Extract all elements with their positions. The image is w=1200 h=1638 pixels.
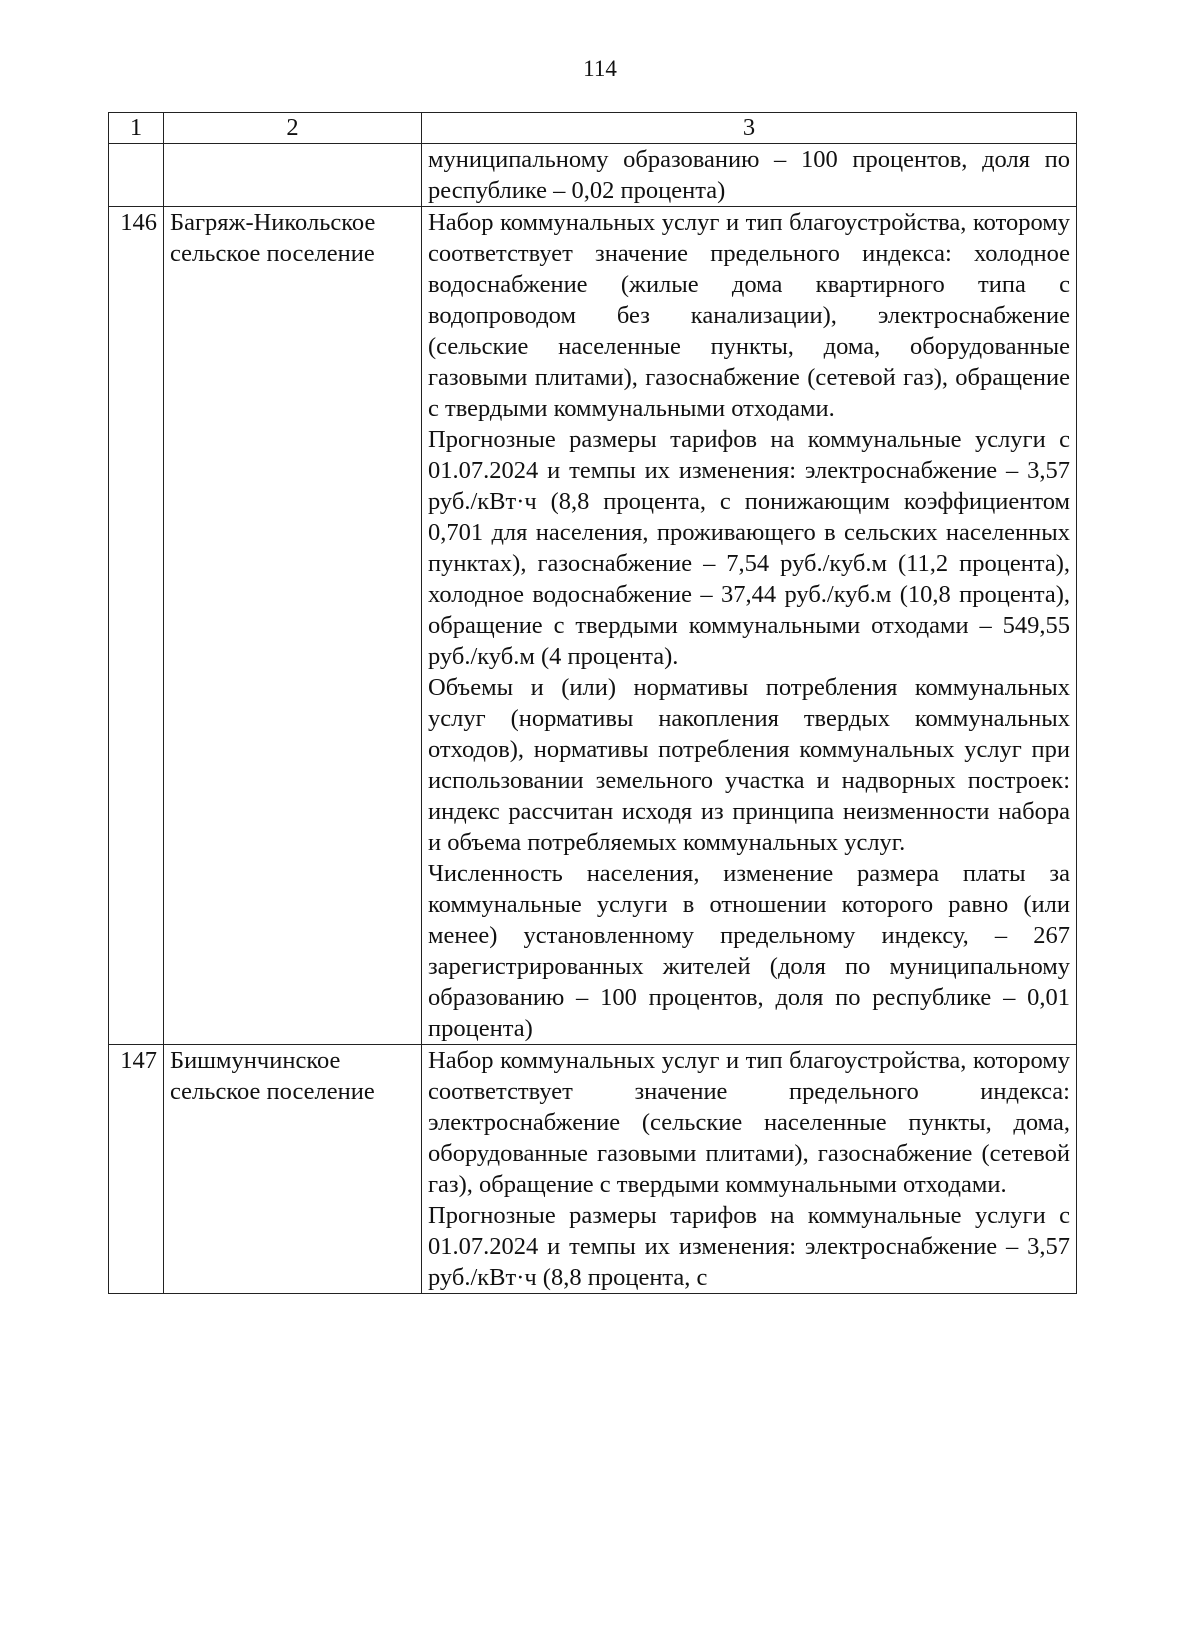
description-cell (422, 144, 1077, 207)
table-header-row (109, 113, 1077, 144)
table-row-continuation (109, 144, 1077, 207)
description-paragraph: Прогнозные размеры тарифов на коммунальные услуги с 01.07.2024 и темпы их изменения: электроснабжение – 3,57 руб./кВт·ч (8,8 процента, с (428, 1202, 1070, 1291)
row-number-cell: 147 (109, 1045, 164, 1294)
description-cell (422, 207, 1077, 1045)
table-row-146 (109, 207, 1077, 1045)
settlement-name-cell (164, 144, 422, 207)
description-paragraph: Набор коммунальных услуг и тип благоустройства, которому соответствует значение предельного индекса: электроснабжение (сельские населенные пункты, дома, оборудованные газовыми плитами), газоснабжение (сетевой газ), обращение с твердыми коммунальными отходами. (428, 1047, 1070, 1198)
settlement-name-cell: Бишмунчинское сельское поселение (164, 1045, 422, 1294)
page-number: 114 (583, 56, 617, 81)
column-header-3: 3 (422, 113, 1077, 144)
column-header-1: 1 (109, 113, 164, 144)
continuation-paragraph: муниципальному образованию – 100 процентов, доля по республике – 0,02 процента) (428, 146, 1070, 204)
row-number-cell: 146 (109, 207, 164, 1045)
column-header-2: 2 (164, 113, 422, 144)
settlement-name-cell: Багряж-Никольское сельское поселение (164, 207, 422, 1045)
description-cell (422, 1045, 1077, 1294)
description-paragraph: Прогнозные размеры тарифов на коммунальные услуги с 01.07.2024 и темпы их изменения: электроснабжение – 3,57 руб./кВт·ч (8,8 процента, с понижающим коэффициентом 0,701 для населения, проживающего в сельских населенных пунктах), газоснабжение – 7,54 руб./куб.м (11,2 процента), холодное водоснабжение – 37,44 руб./куб.м (10,8 процента), обращение с твердыми коммунальными отходами – 549,55 руб./куб.м (4 процента). (428, 426, 1070, 670)
description-paragraph: Набор коммунальных услуг и тип благоустройства, которому соответствует значение предельного индекса: холодное водоснабжение (жилые дома квартирного типа с водопроводом без канализации), электроснабжение (сельские населенные пункты, дома, оборудованные газовыми плитами), газоснабжение (сетевой газ), обращение с твердыми коммунальными отходами. (428, 209, 1070, 422)
row-number-cell (109, 144, 164, 207)
description-paragraph: Объемы и (или) нормативы потребления коммунальных услуг (нормативы накопления твердых коммунальных отходов), нормативы потребления коммунальных услуг при использовании земельного участка и надворных построек: индекс рассчитан исходя из принципа неизменности набора и объема потребляемых коммунальных услуг. (428, 674, 1070, 856)
table-row-147 (109, 1045, 1077, 1294)
tariff-table (108, 112, 1077, 1294)
description-paragraph: Численность населения, изменение размера платы за коммунальные услуги в отношении которого равно (или менее) установленному предельному индексу, – 267 зарегистрированных жителей (доля по муниципальному образованию – 100 процентов, доля по республике – 0,01 процента) (428, 860, 1070, 1042)
